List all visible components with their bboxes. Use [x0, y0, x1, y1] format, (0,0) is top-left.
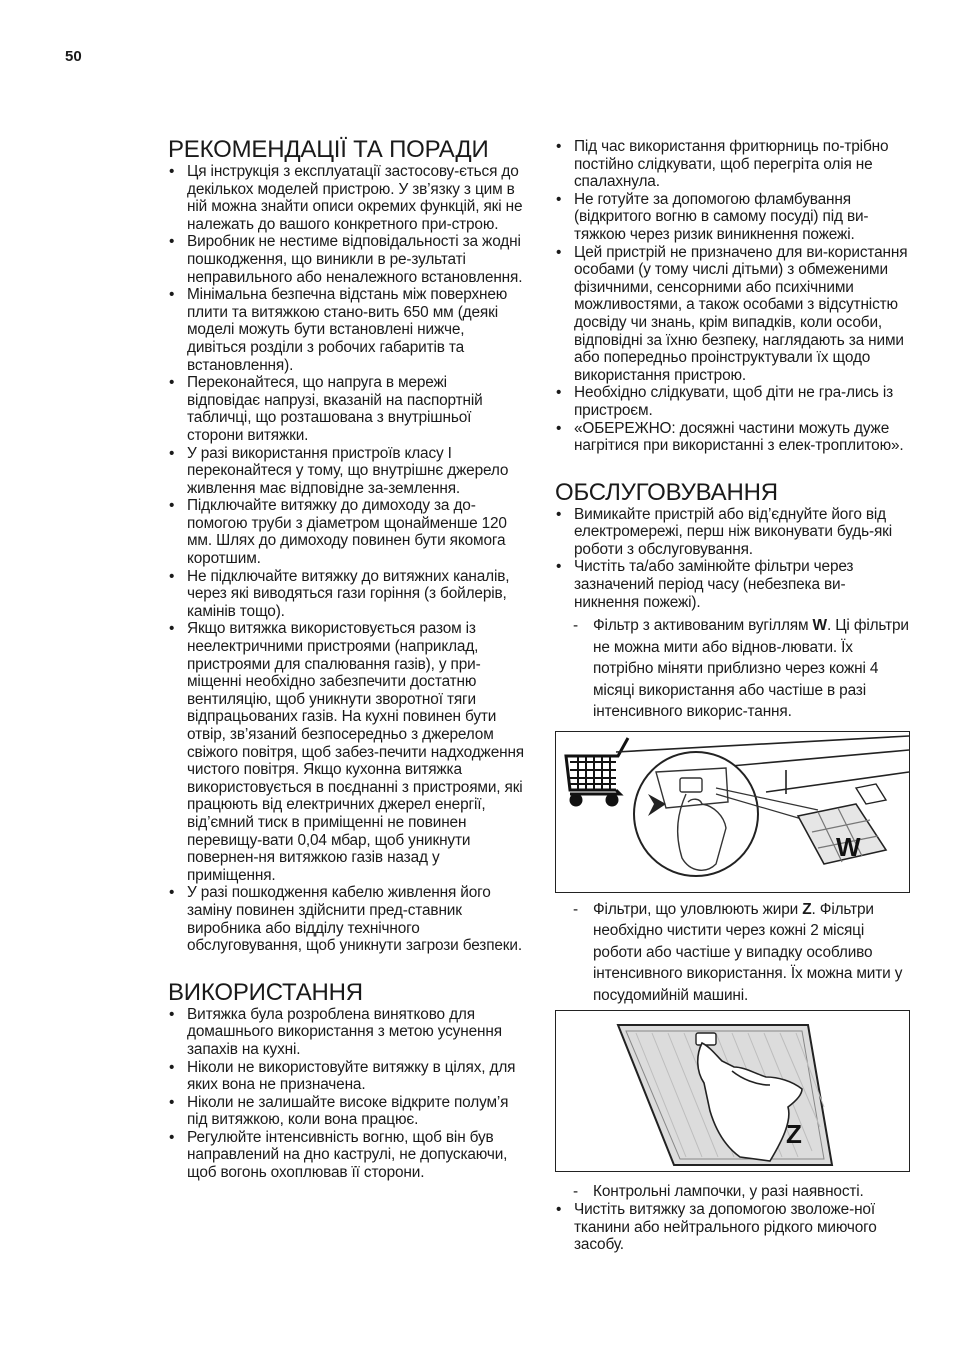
- list-item: • Ніколи не залишайте високе відкрите полум’я під витяжкою, коли вона працює.: [168, 1094, 524, 1129]
- sub-item-grease-filter: - Фільтри, що уловлюють жири Z. Фільтри необхідно чистити через кожні 2 місяці роботи або частіше у випадку особливо інтенсивного використання. Їх можна мити у посудомийній машині.: [573, 900, 903, 1004]
- magnifier-circle: [634, 752, 758, 876]
- list-item: • «ОБЕРЕЖНО: досяжні частини можуть дуже нагрітися при використанні з елек-троплитою».: [555, 420, 910, 455]
- carbon-filter-w: [798, 784, 886, 864]
- usage-section: [168, 979, 524, 1182]
- list-item: • Чистіть та/або замінюйте фільтри через зазначений період часу (небезпека ви-никнення пожежі).: [555, 558, 910, 611]
- carbon-filter-illustration: [555, 731, 910, 893]
- usage-title: ВИКОРИСТАННЯ: [168, 978, 363, 1006]
- left-column: [168, 136, 524, 1182]
- filter-z-marker: Z: [786, 1119, 802, 1150]
- recommendations-list: [168, 163, 524, 955]
- list-item: • Ніколи не використовуйте витяжку в цілях, для яких вона не призначена.: [168, 1059, 524, 1094]
- recommendations-section: [168, 136, 524, 955]
- list-item: • Не підключайте витяжку до витяжних каналів, через які виводяться гази горіння (з бойлерів, камінів тощо).: [168, 568, 524, 621]
- list-item: • У разі пошкодження кабелю живлення його заміну повинен здійснити пред-ставник виробника або відділу технічного обслуговування, щоб уникнути загрози безпеки.: [168, 884, 524, 954]
- list-item: • Цей пристрій не призначено для ви-користання особами (у тому числі дітьми) з обмеженими фізичними, сенсорними або психічними можливостями, а також особами з відсутністю досвіду чи знань, крім випадків, коли особи, відповідні за їхню безпеку, наглядають за ними або попередньо проінструктували їх щодо використання пристрою.: [555, 244, 910, 385]
- usage-continued-list: [555, 138, 910, 455]
- sub-item-lamps: - Контрольні лампочки, у разі наявності.: [573, 1183, 864, 1201]
- recommendations-title: РЕКОМЕНДАЦІЇ ТА ПОРАДИ: [168, 136, 489, 163]
- list-item: • Підключайте витяжку до димоходу за до-помогою труби з діаметром щонайменше 120 мм. Шлях до димоходу повинен бути якомога коротшим.: [168, 497, 524, 567]
- list-item: • Під час використання фритюрниць по-трібно постійно слідкувати, щоб перегріта олія не спалахнула.: [555, 138, 910, 191]
- usage-list: [168, 1006, 524, 1182]
- list-item: • Чистіть витяжку за допомогою зволоже-ної тканини або нейтрального рідкого миючого засобу.: [555, 1201, 910, 1254]
- filter-z-label: Z: [802, 900, 812, 918]
- right-column: [555, 138, 910, 1254]
- list-item: • Ця інструкція з експлуатації застосову-ється до декількох моделей пристрою. У зв’язку з цим в ній можна знайти описи окремих функцій, які не належать до вашого конкретного при-строю.: [168, 163, 524, 233]
- list-item: • Виробник не нестиме відповідальності за жодні пошкодження, що виникли в ре-зультаті неправильного або неналежного встановлення.: [168, 233, 524, 286]
- filter-w-label: W: [812, 617, 827, 635]
- maintenance-title: ОБСЛУГОВУВАННЯ: [555, 478, 778, 506]
- maintenance-list: [555, 506, 910, 612]
- grease-filter-illustration: [555, 1010, 910, 1172]
- page-number: 50: [65, 48, 82, 65]
- maintenance-list-end: [555, 1201, 910, 1254]
- sub-item-carbon-filter: - Фільтр з активованим вугіллям W. Ці фільтри не можна мити або віднов-лювати. Їх потрібно міняти приблизно через кожні 4 місяці використання або частіше в разі інтенсивного викорис-тання.: [573, 617, 909, 721]
- list-item: • У разі використання пристроїв класу I переконайтеся у тому, що внутрішнє джерело живлення має відповідне за-землення.: [168, 445, 524, 498]
- list-item: • Не готуйте за допомогою фламбування (відкритого вогню в самому посуді) під ви-тяжкою через ризик виникнення пожежі.: [555, 191, 910, 244]
- filter-w-marker: W: [836, 831, 861, 862]
- list-item: • Витяжка була розроблена винятково для домашнього використання з метою усунення запахів на кухні.: [168, 1006, 524, 1059]
- list-item: • Переконайтеся, що напруга в мережі відповідає напрузі, вказаній на паспортній табличці, що розташована з внутрішньої сторони витяжки.: [168, 374, 524, 444]
- maintenance-section: [555, 479, 910, 1254]
- list-item: • Мінімальна безпечна відстань між поверхнею плити та витяжкою стано-вить 650 мм (деякі моделі можуть бути встановлені нижче, дивіться розділи з робочих габаритів та встановлення).: [168, 286, 524, 374]
- list-item: • Необхідно слідкувати, щоб діти не гра-лись із пристроєм.: [555, 384, 910, 419]
- list-item: • Вимикайте пристрій або від’єднуйте його від електромережі, перш ніж виконувати будь-які роботи з обслуговування.: [555, 506, 910, 559]
- list-item: • Регулюйте інтенсивність вогню, щоб він був направлений на дно каструлі, не допускаючи, щоб вогонь охоплював її сторони.: [168, 1129, 524, 1182]
- list-item: • Якщо витяжка використовується разом із неелектричними пристроями (наприклад, пристроями для спалювання газів), у при-міщенні необхідно забезпечити достатню вентиляцію, щоб уникнути зворотної тяги відпрацьованих газів. На кухні повинен бути отвір, зв’язаний безпосередньо з джерелом свіжого повітря, щоб забез-печити надходження чистого повітря. Якщо кухонна витяжка використовується в поєднанні з пристроями, які працюють від електричних джерел енергії, від’ємний тиск в приміщенні не повинен перевищу-вати 0,04 мбар, щоб уникнути повернен-ня витяжкою газів назад у приміщення.: [168, 620, 524, 884]
- shopping-cart-icon: [566, 738, 628, 805]
